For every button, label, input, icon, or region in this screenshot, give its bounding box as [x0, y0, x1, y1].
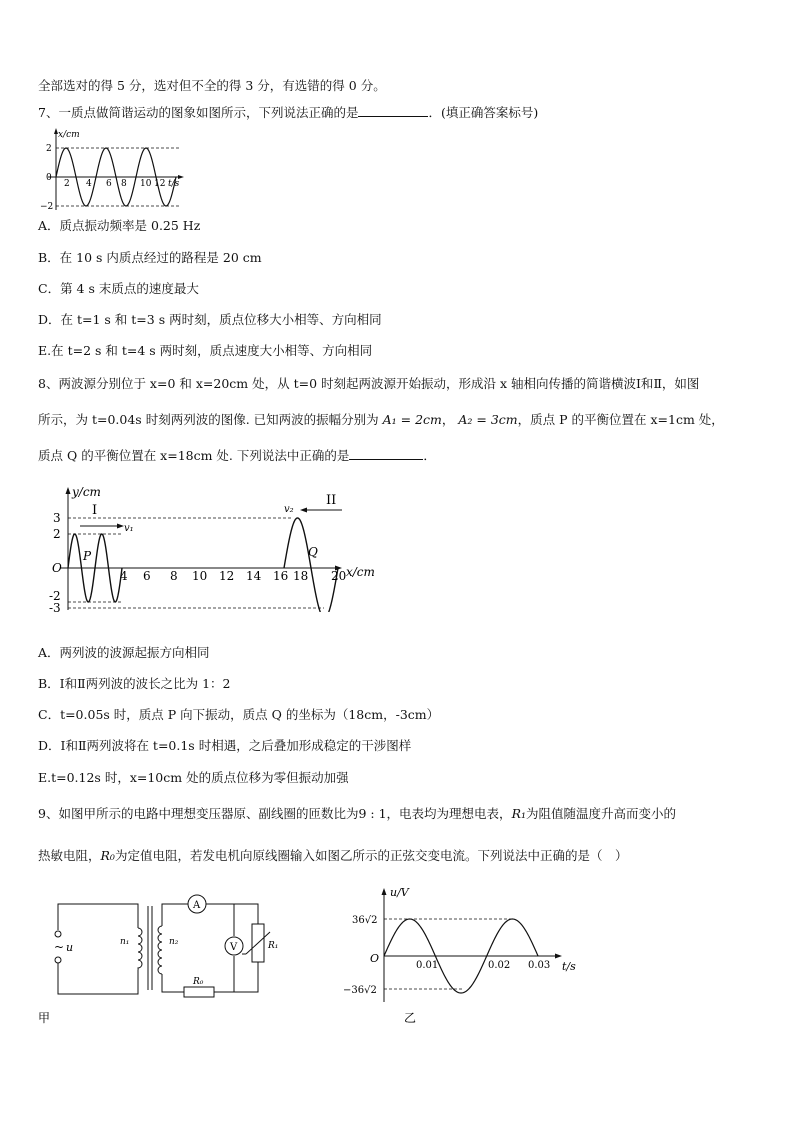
q9-stem-c: 为阻值随温度升高而变小的 — [526, 806, 677, 821]
q9-turns-ratio: 9 : 1 — [358, 806, 387, 821]
q8-wave-2-curve — [284, 518, 338, 612]
q9-voltmeter-label: V — [230, 942, 238, 953]
q9-n2-label: n₂ — [169, 937, 179, 947]
q8-xtick: 14 — [246, 569, 262, 583]
q8-v2-arrowhead — [300, 508, 307, 513]
q8-stem-line2: 所示，为 t=0.04s 时刻两列波的图像. 已知两波的振幅分别为 A₁ = 2cm， A₂ = 3cm，质点 P 的平衡位置在 x=1cm 处， — [38, 412, 724, 427]
q9-secondary-wire-top-right — [206, 904, 258, 924]
q7-ytick-min: −2 — [40, 202, 54, 212]
q8-point-q-label: Q — [308, 545, 318, 559]
q8-xtick: 20 — [331, 569, 347, 583]
q7-shm-graph — [38, 126, 198, 212]
q9-primary-coil — [138, 928, 142, 970]
q9-r1: R₁ — [511, 806, 526, 821]
q9-secondary-wire-bottom — [162, 974, 184, 992]
q8-wave2-label: II — [326, 493, 337, 508]
q9-ammeter-label: A — [193, 900, 201, 911]
q7-xtick: 2 — [64, 179, 70, 189]
q8-ylabel: y/cm — [72, 485, 101, 499]
q8-stem-line3: 质点 Q 的平衡位置在 x=18cm 处. 下列说法中正确的是 ． — [38, 448, 436, 463]
q9-primary-wire-top — [58, 904, 138, 930]
q7-ytick-zero: 0 — [46, 173, 52, 183]
q8-xtick: 18 — [293, 569, 309, 583]
q9-voltage-graph — [340, 884, 580, 1028]
q9-stem-line1 — [38, 806, 676, 822]
q9-r1-label: R₁ — [268, 941, 278, 951]
q8-v2-label: v₂ — [284, 504, 294, 515]
q8-v1-arrowhead — [117, 524, 124, 529]
q9-stem-a: 9、如图甲所示的电路中理想变压器原、副线圈的匝数比为 — [38, 806, 359, 821]
q8-xtick: 10 — [192, 569, 208, 583]
q7-option-a[interactable]: A．质点振动频率是 0.25 Hz — [38, 218, 201, 233]
q8-amplitude-2: A₂ = 3cm — [458, 412, 518, 427]
q7-stem-tail: ．(填正确答案标号) — [428, 105, 539, 120]
q9-y-axis-arrow — [382, 888, 387, 895]
q7-answer-blank[interactable] — [358, 104, 428, 117]
q7-stem — [38, 104, 538, 121]
q7-option-c[interactable]: C．第 4 s 末质点的速度最大 — [38, 281, 199, 296]
q8-point-p-label: P — [83, 549, 92, 563]
q7-xtick: 4 — [86, 179, 92, 189]
q8-v1-label: v₁ — [124, 523, 134, 534]
q9-x-axis-arrow — [555, 954, 562, 959]
q7-option-b[interactable]: B．在 10 s 内质点经过的路程是 20 cm — [38, 250, 262, 265]
q7-stem-text: 7、一质点做简谐运动的图象如图所示，下列说法正确的是 — [38, 105, 359, 120]
q7-xtick: 6 — [106, 179, 112, 189]
q9-secondary-wire-top — [162, 904, 188, 926]
q9-stem-b: ，电表均为理想电表， — [386, 806, 512, 821]
q8-wave-graph — [46, 484, 386, 612]
q9-ytick-positive: 36√2 — [352, 915, 378, 926]
q9-resistor-r0 — [184, 987, 214, 997]
q8-option-d[interactable]: D．Ⅰ和Ⅱ两列波将在 t=0.1s 时相遇，之后叠加形成稳定的干涉图样 — [38, 738, 412, 753]
q9-origin-label: O — [370, 952, 380, 965]
q8-option-b[interactable]: B．Ⅰ和Ⅱ两列波的波长之比为 1：2 — [38, 676, 231, 691]
q9-r0-label: R₀ — [193, 977, 204, 987]
q9-circuit-diagram — [38, 888, 278, 1028]
q8-answer-blank[interactable] — [349, 447, 423, 460]
q8-wave1-label: I — [92, 503, 98, 518]
q8-option-e[interactable]: E.t=0.12s 时，x=10cm 处的质点位移为零但振动加强 — [38, 770, 349, 785]
q8-stem-line1: 8、两波源分别位于 x=0 和 x=20cm 处，从 t=0 时刻起两波源开始振动，形成沿 x 轴相向传播的简谐横波Ⅰ和Ⅱ，如图 — [38, 376, 700, 391]
q8-ytick: -2 — [49, 589, 61, 603]
q7-xtick: 10 — [140, 179, 152, 189]
q8-xtick: 4 — [120, 569, 128, 583]
q7-ylabel: x/cm — [58, 130, 80, 140]
q9-thermistor-slash — [246, 932, 270, 954]
q9-n1-label: n₁ — [120, 937, 130, 947]
q9-xtick: 0.03 — [528, 960, 551, 971]
q8-xtick: 8 — [170, 569, 178, 583]
q8-xtick: 6 — [143, 569, 151, 583]
q8-amplitude-1: A₁ = 2cm — [382, 412, 442, 427]
q8-stem-line3-text: 质点 Q 的平衡位置在 x=18cm 处. 下列说法中正确的是 — [38, 448, 350, 463]
q9-stem2-a: 热敏电阻， — [38, 848, 101, 863]
q8-xtick: 12 — [219, 569, 235, 583]
q9-xtick: 0.02 — [488, 960, 511, 971]
q8-xlabel: x/cm — [346, 565, 375, 579]
q9-primary-wire-bottom — [58, 962, 138, 994]
q7-option-d[interactable]: D．在 t=1 s 和 t=3 s 两时刻，质点位移大小相等、方向相同 — [38, 312, 382, 327]
q8-origin-label: O — [52, 561, 62, 575]
q8-ytick: -3 — [49, 601, 61, 612]
q7-xlabel: t/s — [168, 179, 180, 189]
q9-xtick: 0.01 — [416, 960, 439, 971]
q8-xtick: 16 — [273, 569, 289, 583]
q9-figure-caption-jia: 甲 — [38, 1011, 51, 1025]
q9-secondary-wire-bottom-right — [214, 962, 258, 992]
q7-xtick: 12 — [154, 179, 166, 189]
q8-y-axis-arrow — [66, 487, 71, 494]
q9-xlabel: t/s — [562, 960, 576, 973]
q7-ytick-max: 2 — [46, 144, 52, 154]
q9-source-u-label: u — [66, 941, 74, 954]
q9-stem2-b: 为定值电阻，若发电机向原线圈输入如图乙所示的正弦交变电流。下列说法中正确的是（ ） — [114, 848, 628, 863]
section-instruction: 全部选对的得 5 分，选对但不全的得 3 分，有选错的得 0 分。 — [38, 78, 386, 93]
q8-ytick: 2 — [53, 527, 61, 541]
q8-option-c[interactable]: C．t=0.05s 时，质点 P 向下振动，质点 Q 的坐标为（18cm，-3cm） — [38, 707, 440, 722]
q9-stem-line2 — [38, 848, 627, 864]
q9-r0: R₀ — [100, 848, 115, 863]
q9-ylabel: u/V — [390, 886, 409, 899]
q8-ytick: 3 — [53, 511, 61, 525]
q8-stem-line2-a: 所示，为 t=0.04s 时刻两列波的图像. 已知两波的振幅分别为 — [38, 412, 379, 427]
q9-figure-caption-yi: 乙 — [404, 1011, 417, 1025]
q8-option-a[interactable]: A．两列波的波源起振方向相同 — [38, 645, 210, 660]
q9-terminal-bottom — [55, 957, 61, 963]
q8-stem-line2-b: ，质点 P 的平衡位置在 x=1cm 处， — [517, 412, 724, 427]
q9-ac-symbol: ~ — [54, 940, 65, 954]
q9-ytick-negative: −36√2 — [343, 985, 377, 996]
q9-terminal-top — [55, 931, 61, 937]
q7-option-e[interactable]: E.在 t=2 s 和 t=4 s 两时刻，质点速度大小相等、方向相同 — [38, 343, 373, 358]
q9-secondary-coil — [158, 926, 162, 974]
q7-xtick: 8 — [121, 179, 127, 189]
